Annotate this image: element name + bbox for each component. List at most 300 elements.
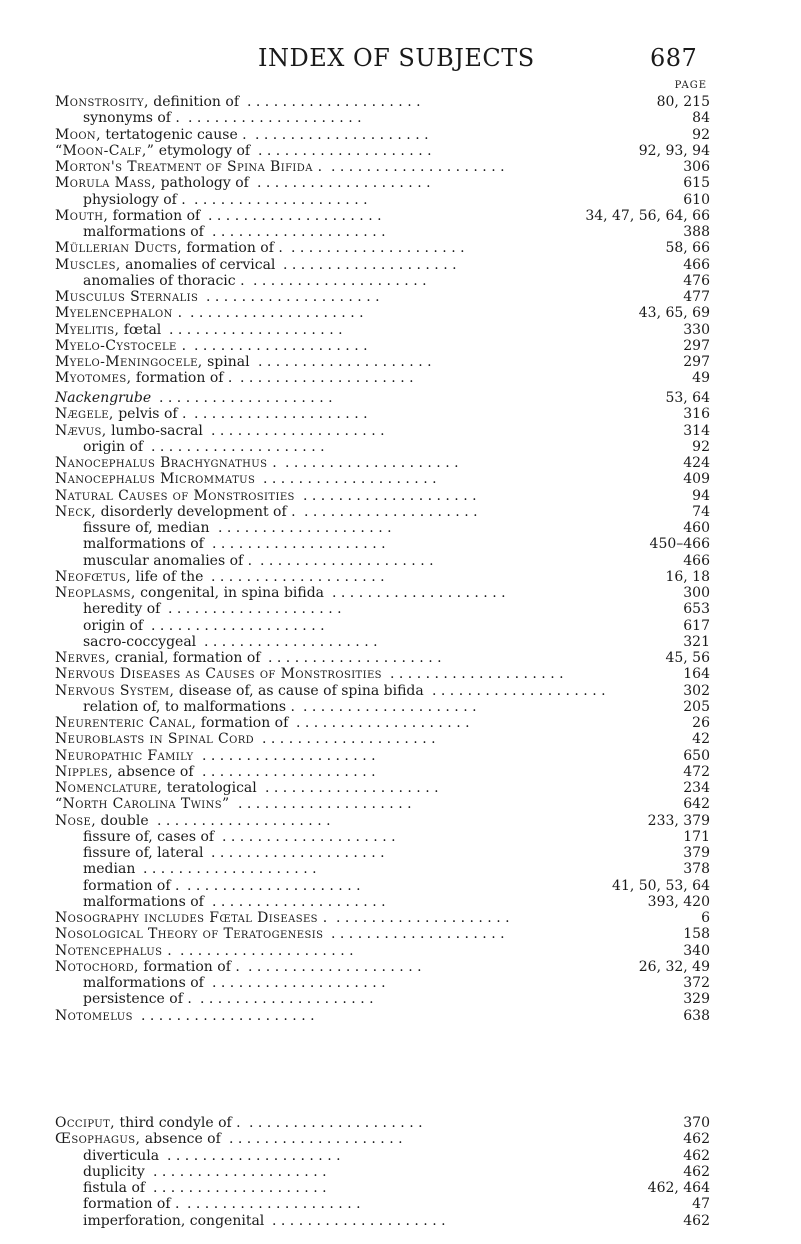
- entry-pages: 393, 420: [647, 893, 710, 910]
- entry-pages: 330: [683, 321, 710, 338]
- entry-pages: 80, 215: [656, 94, 710, 110]
- entry-term: [55, 780, 257, 796]
- entry-term: [55, 175, 249, 191]
- entry-subtext: definition of: [148, 94, 239, 110]
- entry-term: [83, 553, 252, 569]
- entry-heading: relation of, to malformations .: [83, 698, 295, 715]
- entry-heading: origin of: [83, 617, 144, 634]
- entry-term: [83, 192, 186, 208]
- entry-pages: 34, 47, 56, 64, 66: [585, 207, 710, 224]
- entry-heading: anomalies of thoracic .: [83, 272, 245, 289]
- leader-dots: . . . . . . . . . . . . . . . . . . . .: [212, 893, 386, 910]
- entry-pages: 16, 18: [665, 568, 710, 585]
- entry-term: [55, 390, 151, 406]
- index-entry: [55, 780, 710, 796]
- entry-term: [55, 354, 250, 370]
- entry-term: [55, 94, 239, 110]
- entry-heading: fissure of, lateral: [83, 845, 204, 861]
- index-entry: [55, 305, 710, 321]
- entry-term: [55, 926, 323, 942]
- index-entry: [55, 520, 710, 536]
- entry-heading: Notencephalus .: [55, 942, 173, 959]
- entry-pages: 233, 379: [647, 812, 710, 829]
- entry-subtext: anomalies of cervical: [120, 256, 276, 273]
- entry-term: [83, 699, 295, 715]
- index-entry: [55, 127, 710, 143]
- index-entry: [55, 338, 710, 354]
- entry-term: [55, 159, 323, 175]
- entry-heading: Neofœtus,: [55, 568, 132, 585]
- entry-heading: Nanocephalus Brachygnathus .: [55, 455, 278, 471]
- entry-term: [55, 370, 232, 386]
- entry-heading: Nævus,: [55, 422, 107, 439]
- entry-heading: Muscles,: [55, 256, 121, 273]
- entry-subtext: formation of .: [138, 958, 240, 975]
- entry-pages: 642: [683, 796, 710, 813]
- entry-pages: 650: [683, 747, 710, 764]
- entry-term: [55, 423, 203, 439]
- leader-dots: . . . . . . . . . . . . . . . . . . . .: [258, 142, 432, 159]
- entry-pages: 378: [683, 861, 710, 878]
- leader-dots: . . . . . . . . . . . . . . . . . . . .: [190, 305, 364, 322]
- entry-term: [83, 634, 196, 650]
- entry-pages: 615: [683, 175, 710, 192]
- leader-dots: . . . . . . . . . . . . . . . . . . . .: [238, 796, 412, 813]
- index-entry: [55, 829, 710, 845]
- entry-heading: Morula Mass,: [55, 175, 157, 192]
- entry-term: [83, 520, 210, 536]
- index-entry: [55, 569, 710, 585]
- leader-dots: . . . . . . . . . . . . . . . . . . . .: [167, 1147, 341, 1164]
- entry-term: [55, 1131, 221, 1147]
- entry-heading: formation of .: [83, 1196, 180, 1213]
- entry-term: [55, 959, 240, 975]
- entry-pages: 462: [683, 1131, 710, 1148]
- entry-heading: Moon,: [55, 126, 101, 143]
- entry-pages: 379: [683, 845, 710, 861]
- entry-term: [55, 322, 161, 338]
- entry-pages: 388: [683, 224, 710, 240]
- index-entry: [55, 926, 710, 942]
- index-entry: [55, 943, 710, 959]
- entry-pages: 84: [692, 110, 710, 127]
- index-entry: [55, 439, 710, 455]
- entry-pages: 314: [683, 422, 710, 439]
- index-entry: [55, 110, 710, 126]
- leader-dots: . . . . . . . . . . . . . . . . . . . .: [253, 272, 427, 289]
- entry-heading: malformations of: [83, 893, 204, 910]
- index-entry: [55, 1148, 710, 1164]
- entry-term: [55, 1008, 133, 1024]
- leader-dots: . . . . . . . . . . . . . . . . . . . .: [168, 601, 342, 618]
- entry-pages: 321: [683, 633, 710, 650]
- leader-dots: . . . . . . . . . . . . . . . . . . . .: [272, 1212, 446, 1229]
- entry-term: [83, 439, 143, 455]
- index-entry: [55, 390, 710, 406]
- entry-heading: Neuroblasts in Spinal Cord: [55, 731, 255, 748]
- entry-pages: 26: [692, 715, 710, 731]
- index-section-m: [55, 94, 710, 387]
- leader-dots: . . . . . . . . . . . . . . . . . . . .: [194, 337, 368, 354]
- entry-term: [55, 683, 424, 699]
- entry-term: [55, 240, 283, 256]
- leader-dots: . . . . . . . . . . . . . . . . . . . .: [390, 666, 564, 683]
- entry-subtext: fœtal: [119, 321, 162, 338]
- entry-term: [55, 748, 194, 764]
- index-entry: [55, 878, 710, 894]
- leader-dots: . . . . . . . . . . . . . . . . . . . .: [143, 861, 317, 878]
- leader-dots: . . . . . . . . . . . . . . . . . . . .: [222, 828, 396, 845]
- leader-dots: . . . . . . . . . . . . . . . . . . . .: [212, 536, 386, 553]
- entry-heading: Natural Causes of Monstrosities: [55, 487, 295, 504]
- entry-heading: persistence of .: [83, 991, 192, 1008]
- leader-dots: . . . . . . . . . . . . . . . . . . . .: [159, 390, 333, 406]
- entry-term: [55, 813, 149, 829]
- entry-pages: 617: [683, 617, 710, 634]
- leader-dots: . . . . . . . . . . . . . . . . . . . .: [180, 942, 354, 959]
- entry-heading: Nosological Theory of Teratogenesis: [55, 926, 324, 943]
- entry-heading: fissure of, median: [83, 520, 210, 536]
- leader-dots: . . . . . . . . . . . . . . . . . . . .: [303, 698, 477, 715]
- entry-heading: Myelitis,: [55, 321, 120, 338]
- entry-term: [55, 569, 203, 585]
- entry-pages: 476: [683, 272, 710, 289]
- entry-term: [83, 1164, 145, 1180]
- index-entry: [55, 991, 710, 1007]
- entry-term: [83, 878, 179, 894]
- entry-pages: 329: [683, 991, 710, 1008]
- entry-heading: formation of .: [83, 877, 180, 894]
- leader-dots: . . . . . . . . . . . . . . . . . . . .: [255, 126, 429, 143]
- page-column-label: PAGE: [674, 80, 707, 91]
- entry-heading: Neoplasms,: [55, 585, 136, 601]
- index-section-o: [55, 1115, 710, 1229]
- index-entry: [55, 175, 710, 191]
- entry-pages: 49: [692, 370, 710, 387]
- entry-term: [55, 666, 382, 682]
- index-entry: [55, 764, 710, 780]
- leader-dots: . . . . . . . . . . . . . . . . . . . .: [331, 926, 505, 943]
- entry-pages: 92, 93, 94: [638, 142, 710, 159]
- index-entry: [55, 240, 710, 256]
- leader-dots: . . . . . . . . . . . . . . . . . . . .: [194, 406, 368, 423]
- leader-dots: . . . . . . . . . . . . . . . . . . . .: [212, 975, 386, 991]
- leader-dots: . . . . . . . . . . . . . . . . . . . .: [303, 487, 477, 504]
- entry-heading: Nomenclature,: [55, 780, 163, 796]
- entry-term: [83, 224, 204, 240]
- leader-dots: . . . . . . . . . . . . . . . . . . . .: [206, 289, 380, 305]
- index-entry: [55, 650, 710, 666]
- index-entry: [55, 748, 710, 764]
- entry-pages: 234: [683, 780, 710, 796]
- entry-term: [55, 764, 194, 780]
- entry-pages: 424: [683, 455, 710, 471]
- entry-pages: 306: [683, 159, 710, 175]
- entry-term: [55, 289, 198, 305]
- entry-pages: 164: [683, 666, 710, 683]
- index-entry: [55, 406, 710, 422]
- entry-heading: Nackengrube: [55, 390, 152, 406]
- leader-dots: . . . . . . . . . . . . . . . . . . . .: [331, 159, 505, 175]
- entry-term: [83, 845, 203, 861]
- entry-term: [55, 715, 288, 731]
- index-entry: [55, 159, 710, 175]
- entry-subtext: spinal: [202, 354, 250, 370]
- index-entry: [55, 471, 710, 487]
- index-entry: [55, 634, 710, 650]
- leader-dots: . . . . . . . . . . . . . . . . . . . .: [211, 845, 385, 861]
- leader-dots: . . . . . . . . . . . . . . . . . . . .: [248, 958, 422, 975]
- leader-dots: . . . . . . . . . . . . . . . . . . . .: [188, 110, 362, 127]
- entry-heading: fissure of, cases of: [83, 828, 215, 845]
- entry-term: [83, 991, 192, 1007]
- entry-term: [83, 1148, 159, 1164]
- entry-pages: 370: [683, 1115, 710, 1131]
- entry-heading: physiology of .: [83, 191, 186, 208]
- entry-term: [55, 1115, 241, 1131]
- leader-dots: . . . . . . . . . . . . . . . . . . . .: [285, 455, 459, 471]
- leader-dots: . . . . . . . . . . . . . . . . . . . .: [157, 812, 331, 829]
- entry-term: [83, 536, 204, 552]
- entry-term: [83, 601, 160, 617]
- leader-dots: . . . . . . . . . . . . . . . . . . . .: [296, 715, 470, 731]
- entry-heading: “North Carolina Twins”: [55, 796, 230, 813]
- entry-heading: Nosography includes Fœtal Diseases .: [55, 910, 328, 926]
- leader-dots: . . . . . . . . . . . . . . . . . . . .: [260, 552, 434, 569]
- index-entry: [55, 536, 710, 552]
- entry-subtext: absence of: [113, 763, 194, 780]
- entry-pages: 653: [683, 601, 710, 618]
- index-entry: [55, 683, 710, 699]
- entry-subtext: etymology of: [154, 142, 251, 159]
- index-entry: [55, 813, 710, 829]
- entry-heading: sacro-coccygeal: [83, 633, 197, 650]
- leader-dots: . . . . . . . . . . . . . . . . . . . .: [336, 910, 510, 926]
- entry-pages: 205: [683, 698, 710, 715]
- entry-heading: duplicity: [83, 1163, 145, 1180]
- entry-term: [55, 127, 247, 143]
- entry-heading: Nervous Diseases as Causes of Monstrosities: [55, 666, 382, 683]
- entry-subtext: disorderly development of .: [96, 503, 296, 520]
- entry-term: [83, 273, 245, 289]
- leader-dots: . . . . . . . . . . . . . . . . . . . .: [218, 520, 392, 536]
- leader-dots: . . . . . . . . . . . . . . . . . . . .: [204, 633, 378, 650]
- entry-heading: Müllerian Ducts,: [55, 240, 182, 257]
- index-entry: [55, 1196, 710, 1212]
- entry-pages: 340: [683, 942, 710, 959]
- leader-dots: . . . . . . . . . . . . . . . . . . . .: [187, 877, 361, 894]
- entry-term: [55, 731, 254, 747]
- entry-pages: 610: [683, 191, 710, 208]
- entry-pages: 158: [683, 926, 710, 943]
- index-entry: [55, 1180, 710, 1196]
- index-entry: [55, 273, 710, 289]
- entry-pages: 638: [683, 1007, 710, 1024]
- leader-dots: . . . . . . . . . . . . . . . . . . . .: [304, 503, 478, 520]
- leader-dots: . . . . . . . . . . . . . . . . . . . .: [263, 471, 437, 488]
- entry-term: [55, 488, 295, 504]
- entry-heading: Nipples,: [55, 763, 114, 780]
- entry-heading: Myelo-Cystocele .: [55, 337, 187, 354]
- leader-dots: . . . . . . . . . . . . . . . . . . . .: [229, 1131, 403, 1148]
- leader-dots: . . . . . . . . . . . . . . . . . . . .: [169, 321, 343, 338]
- entry-heading: Neurenteric Canal,: [55, 715, 197, 731]
- entry-subtext: formation of: [108, 207, 201, 224]
- entry-heading: origin of: [83, 438, 144, 455]
- entry-pages: 462: [683, 1147, 710, 1164]
- entry-heading: heredity of: [83, 601, 161, 618]
- leader-dots: . . . . . . . . . . . . . . . . . . . .: [151, 438, 325, 455]
- page-number: 687: [650, 44, 698, 72]
- index-entry: [55, 257, 710, 273]
- leader-dots: . . . . . . . . . . . . . . . . . . . .: [151, 617, 325, 634]
- entry-subtext: disease of, as cause of spina bifida: [174, 682, 424, 699]
- entry-term: [83, 861, 135, 877]
- leader-dots: . . . . . . . . . . . . . . . . . . . .: [200, 991, 374, 1008]
- entry-pages: 74: [692, 503, 710, 520]
- index-entry: [55, 208, 710, 224]
- entry-pages: 58, 66: [665, 240, 710, 257]
- entry-heading: fistula of: [83, 1180, 146, 1196]
- leader-dots: . . . . . . . . . . . . . . . . . . . .: [283, 256, 457, 273]
- entry-subtext: cranial, formation of: [110, 650, 261, 666]
- leader-dots: . . . . . . . . . . . . . . . . . . . .: [211, 422, 385, 439]
- entry-term: [55, 406, 186, 422]
- entry-heading: synonyms of .: [83, 110, 180, 127]
- leader-dots: . . . . . . . . . . . . . . . . . . . .: [432, 682, 606, 699]
- entry-heading: Nerves,: [55, 650, 111, 666]
- leader-dots: . . . . . . . . . . . . . . . . . . . .: [194, 191, 368, 208]
- entry-pages: 372: [683, 975, 710, 991]
- entry-pages: 302: [683, 682, 710, 699]
- entry-subtext: tertatogenic cause .: [100, 126, 247, 143]
- index-entry: [55, 1115, 710, 1131]
- leader-dots: . . . . . . . . . . . . . . . . . . . .: [258, 354, 432, 370]
- running-header: [0, 44, 801, 74]
- index-entry: [55, 585, 710, 601]
- entry-pages: 466: [683, 552, 710, 569]
- entry-term: [55, 943, 172, 959]
- entry-pages: 297: [683, 337, 710, 354]
- entry-term: [55, 257, 275, 273]
- entry-pages: 472: [683, 763, 710, 780]
- entry-term: [83, 1180, 145, 1196]
- entry-term: [55, 471, 255, 487]
- index-entry: [55, 94, 710, 110]
- index-entry: [55, 845, 710, 861]
- entry-pages: 297: [683, 354, 710, 370]
- entry-heading: Morton's Treatment of Spina Bifida .: [55, 159, 323, 175]
- entry-heading: Neck,: [55, 503, 97, 520]
- entry-term: [55, 504, 296, 520]
- index-entry: [55, 143, 710, 159]
- entry-term: [83, 975, 204, 991]
- entry-term: [83, 894, 204, 910]
- index-entry: [55, 370, 710, 386]
- entry-heading: muscular anomalies of .: [83, 552, 253, 569]
- entry-term: [55, 305, 182, 321]
- entry-heading: Myotomes,: [55, 370, 132, 387]
- entry-pages: 462, 464: [647, 1180, 710, 1196]
- entry-pages: 466: [683, 256, 710, 273]
- index-entry: [55, 224, 710, 240]
- index-entry: [55, 796, 710, 812]
- entry-term: [55, 455, 277, 471]
- entry-pages: 300: [683, 585, 710, 601]
- entry-pages: 6: [701, 910, 710, 926]
- index-entry: [55, 488, 710, 504]
- entry-subtext: pelvis of .: [113, 406, 187, 423]
- leader-dots: . . . . . . . . . . . . . . . . . . . .: [211, 568, 385, 585]
- entry-term: [83, 829, 214, 845]
- entry-subtext: third condyle of .: [115, 1115, 241, 1131]
- leader-dots: . . . . . . . . . . . . . . . . . . . .: [247, 94, 421, 110]
- leader-dots: . . . . . . . . . . . . . . . . . . . .: [208, 207, 382, 224]
- entry-subtext: formation of .: [181, 240, 283, 257]
- index-entry: [55, 910, 710, 926]
- entry-pages: 45, 56: [665, 650, 710, 666]
- leader-dots: . . . . . . . . . . . . . . . . . . . .: [153, 1180, 327, 1196]
- entry-subtext: double: [96, 812, 149, 829]
- entry-subtext: congenital, in spina bifida: [135, 585, 325, 601]
- entry-heading: malformations of: [83, 536, 204, 553]
- entry-heading: Monstrosity,: [55, 94, 149, 110]
- entry-pages: 43, 65, 69: [638, 305, 710, 322]
- index-entry: [55, 455, 710, 471]
- leader-dots: . . . . . . . . . . . . . . . . . . . .: [153, 1163, 327, 1180]
- index-entry: [55, 894, 710, 910]
- entry-term: [55, 796, 230, 812]
- index-entry: [55, 192, 710, 208]
- entry-heading: imperforation, congenital: [83, 1212, 265, 1229]
- entry-term: [83, 618, 143, 634]
- entry-pages: 477: [683, 289, 710, 305]
- entry-term: [55, 208, 200, 224]
- entry-heading: Myelo-Meningocele,: [55, 354, 203, 370]
- entry-term: [55, 585, 324, 601]
- index-entry: [55, 975, 710, 991]
- leader-dots: . . . . . . . . . . . . . . . . . . . .: [202, 763, 376, 780]
- entry-pages: 53, 64: [665, 390, 710, 406]
- index-entry: [55, 959, 710, 975]
- entry-heading: median: [83, 861, 136, 878]
- entry-pages: 462: [683, 1163, 710, 1180]
- entry-term: [55, 338, 186, 354]
- leader-dots: . . . . . . . . . . . . . . . . . . . .: [332, 585, 506, 601]
- entry-pages: 450–466: [649, 536, 710, 553]
- entry-pages: 94: [692, 487, 710, 504]
- leader-dots: . . . . . . . . . . . . . . . . . . . .: [212, 224, 386, 240]
- entry-pages: 92: [692, 126, 710, 143]
- entry-pages: 171: [683, 828, 710, 845]
- entry-heading: “Moon-Calf,”: [55, 142, 155, 159]
- entry-pages: 42: [692, 731, 710, 748]
- index-entry: [55, 289, 710, 305]
- entry-term: [55, 910, 328, 926]
- index-entry: [55, 553, 710, 569]
- entry-pages: 41, 50, 53, 64: [612, 877, 710, 894]
- index-entry: [55, 601, 710, 617]
- index-entry: [55, 322, 710, 338]
- leader-dots: . . . . . . . . . . . . . . . . . . . .: [141, 1007, 315, 1024]
- index-entry: [55, 1008, 710, 1024]
- index-entry: [55, 1131, 710, 1147]
- entry-pages: 409: [683, 471, 710, 488]
- entry-heading: Mouth,: [55, 207, 109, 224]
- index-entry: [55, 699, 710, 715]
- index-entry: [55, 1213, 710, 1229]
- entry-heading: Neuropathic Family: [55, 747, 194, 764]
